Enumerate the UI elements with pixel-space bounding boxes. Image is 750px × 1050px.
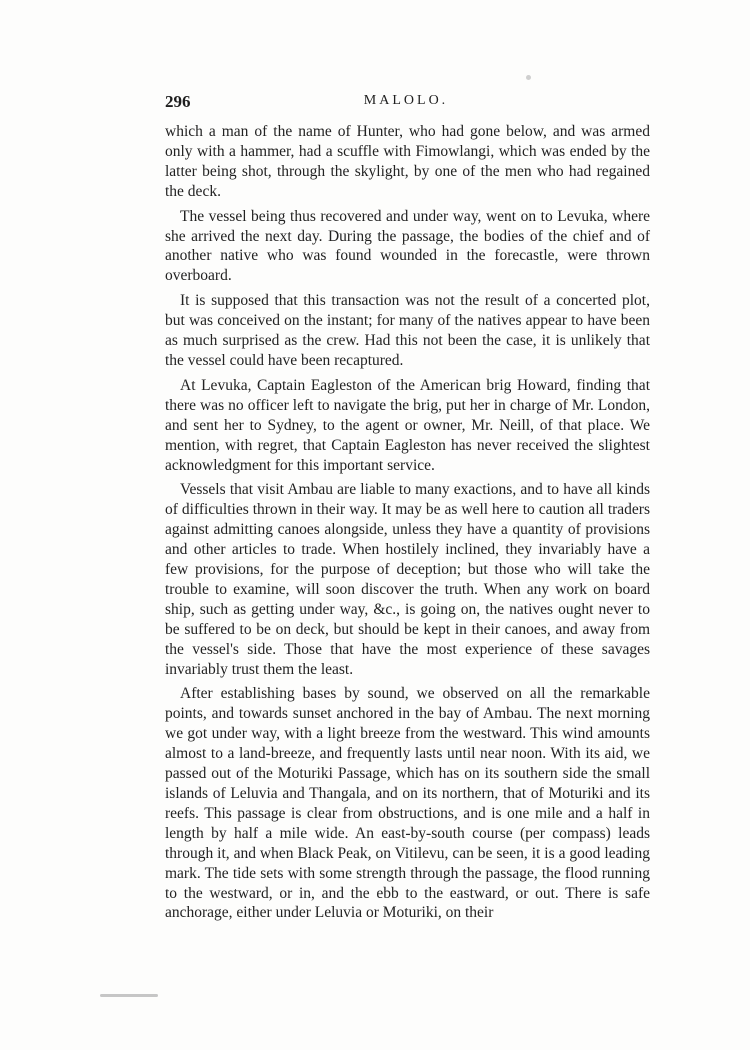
paragraph-vessel-recovered: The vessel being thus recovered and under way, went on to Levuka, where she arrived the next day. During the passage, the bodies of the chief and of another native who was found wounded in the forecastle, were thrown overboard. — [165, 207, 650, 285]
paragraph-levuka: At Levuka, Captain Eagleston of the American brig Howard, finding that there was no officer left to navigate the brig, put her in charge of Mr. London, and sent her to Sydney, to the agent or owner, Mr. Neill, of that place. We mention, with regret, that Captain Eagleston has never received the slightest acknowledgment for this important service. — [165, 376, 650, 474]
paragraph-transaction: It is supposed that this transaction was not the result of a concerted plot, but was conceived on the instant; for many of the natives appear to have been as much surprised as the crew. Had this not been the case, it is unlikely that the vessel could have been recaptured. — [165, 292, 650, 369]
paragraph-moturiki-passage: After establishing bases by sound, we observed on all the remarkable points, and towards sunset anchored in the bay of Ambau. The next morning we got under way, with a light breeze from the westward. This wind amounts almost to a land-breeze, and frequently lasts until near noon. With its aid, we passed out of the Moturiki Passage, which has on its southern side the small islands of Leluvia and Thangala, and on its northern, that of Moturiki and its reefs. This passage is clear from obstructions, and is one mile and a half in length by half a mile wide. An east-by-south course (per compass) leads through it, and when Black Peak, on Vitilevu, can be seen, it is a good leading mark. The tide sets with some strength through the passage, the flood running to the westward, or in, and the ebb to the eastward, or out. There is safe anchorage, either under Leluvia or Moturiki, on their — [165, 685, 650, 922]
paragraph-ambau-exactions: Vessels that visit Ambau are liable to many exactions, and to have all kinds of difficulties thrown in their way. It may be as well here to caution all traders against admitting canoes alongside, unless they have a quantity of provisions and other articles to trade. When hostilely inclined, they invariably have a few provisions, for the purpose of deception; but those who will take the trouble to examine, will soon discover the truth. When any work on board ship, such as getting under way, &c., is going on, the natives ought never to be suffered to be on deck, but should be kept in their canoes, and away from the vessel's side. Those that have the most experience of these savages invariably trust them the least. — [165, 481, 650, 678]
body-text — [165, 122, 650, 928]
scan-speck — [526, 75, 531, 80]
paragraph-continuation: which a man of the name of Hunter, who had gone below, and was armed only with a hammer, had a scuffle with Fimowlangi, which was ended by the latter being shot, through the skylight, by one of the men who had regained the deck. — [165, 123, 650, 200]
page-number: 296 — [165, 92, 191, 111]
running-head: MALOLO. — [363, 93, 449, 108]
scan-edge-mark — [100, 994, 158, 997]
page-header — [165, 92, 647, 114]
